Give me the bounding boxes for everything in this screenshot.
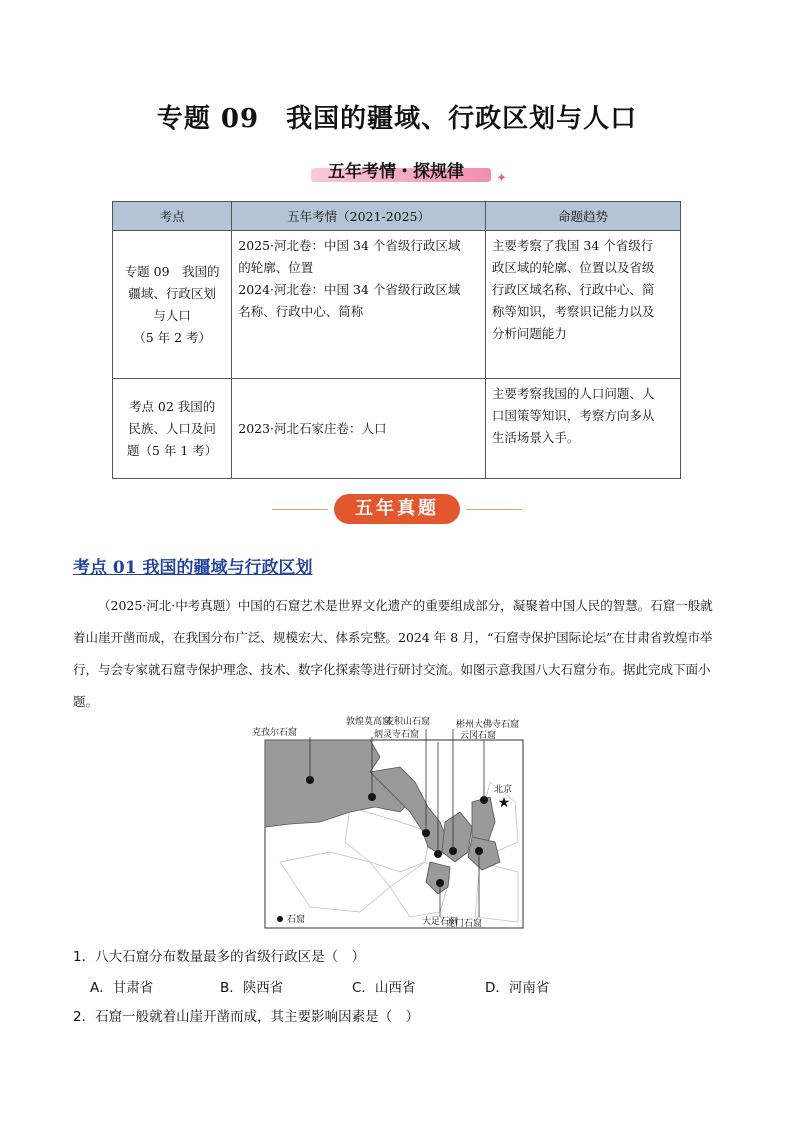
cell-line: 考点 02 我国的 <box>128 398 216 414</box>
table-cell-trend <box>485 231 680 379</box>
table-cell-exams <box>232 379 486 479</box>
legend-label: 石窟 <box>287 915 306 925</box>
cell-line: 口国策等知识，考察方向多从 <box>491 408 655 423</box>
cell-line: 名称、行政中心、简称 <box>238 304 364 319</box>
cell-line: 生活场景入手。 <box>491 430 580 445</box>
table-cell-topic <box>113 231 232 379</box>
section-heading: 考点 01 我国的疆域与行政区划 <box>73 558 313 578</box>
cell-line: 的轮廓、位置 <box>238 260 314 275</box>
label-maijishan: 麦积山石窟 <box>385 717 431 727</box>
grotto-map <box>250 712 526 932</box>
table-header: 考点 <box>113 202 232 231</box>
banner-label: 五年考情・探规律 <box>328 162 464 182</box>
legend-dot <box>277 916 283 922</box>
question-2-stem: 2．石窟一般就着山崖开凿而成，其主要影响因素是（ ） <box>73 1009 420 1025</box>
cell-line: 主要考察我国的人口问题、人 <box>491 386 655 401</box>
label-kezier: 克孜尔石窟 <box>252 728 298 738</box>
cell-line: 民族、人口及问 <box>128 420 216 436</box>
cell-line: 主要考察了我国 34 个省级行 <box>491 238 654 253</box>
page-title: 专题 09 我国的疆域、行政区划与人口 <box>156 104 638 134</box>
cell-line: 分析问题能力 <box>491 326 567 341</box>
section-banner-trends <box>297 153 507 189</box>
cell-line: 2024·河北卷：中国 34 个省级行政区域 <box>238 282 461 297</box>
option-c[interactable]: C．山西省 <box>352 980 416 996</box>
cell-line: 题（5 年 1 考） <box>126 442 218 458</box>
table-cell-trend <box>485 379 680 479</box>
label-yungang: 云冈石窟 <box>460 731 497 741</box>
table-header: 五年考情（2021-2025） <box>232 202 486 231</box>
cell-line: （5 年 2 考） <box>133 329 212 345</box>
cell-line: 与人口 <box>153 307 191 323</box>
question-passage: （2025·河北·中考真题）中国的石窟艺术是世界文化遗产的重要组成部分，凝聚着中国人民的智慧。石窟一般就着山崖开凿而成，在我国分布广泛、规模宏大、体系完整。2024 年 8 月，“石窟寺保护国际论坛”在甘肃省敦煌市举行，与会专家就石窟寺保护理念、技术、数字化探索等进行研讨交流。如图示意我国八大石窟分布。据此完成下面小题。 <box>73 598 713 709</box>
section-banner-exams <box>272 492 522 528</box>
label-binglingsi: 炳灵寺石窟 <box>374 730 420 740</box>
question-1-stem: 1．八大石窟分布数量最多的省级行政区是（ ） <box>73 949 366 965</box>
cell-line: 2023·河北石家庄卷：人口 <box>238 420 387 436</box>
cell-line: 疆域、行政区划 <box>128 285 216 301</box>
table-header: 命题趋势 <box>485 202 680 231</box>
cell-line: 专题 09 我国的 <box>124 263 220 279</box>
label-binzhou: 彬州大佛寺石窟 <box>456 720 520 730</box>
exam-trend-table <box>112 201 681 479</box>
cell-line: 2025·河北卷：中国 34 个省级行政区域 <box>238 238 461 253</box>
label-dunhuang: 敦煌莫高窟 <box>346 717 392 727</box>
sparkle-icon: ✦ <box>496 171 507 186</box>
table-row <box>113 379 681 479</box>
option-b[interactable]: B．陕西省 <box>220 980 284 996</box>
table-cell-topic <box>113 379 232 479</box>
label-dazu: 大足石刻 <box>422 917 459 927</box>
cell-line: 行政区域名称、行政中心、简 <box>491 282 655 297</box>
label-beijing: 北京 <box>494 785 513 795</box>
divider <box>272 509 328 510</box>
label-longmen: 龙门石窟 <box>446 919 483 929</box>
table-row <box>113 231 681 379</box>
divider <box>466 509 522 510</box>
cell-line: 政区域的轮廓、位置以及省级 <box>491 260 655 275</box>
banner-label: 五年真题 <box>334 494 460 524</box>
star-icon: ★ <box>497 795 511 811</box>
option-d[interactable]: D．河南省 <box>485 980 550 996</box>
option-a[interactable]: A．甘肃省 <box>90 980 154 996</box>
cell-line: 称等知识，考察识记能力以及 <box>491 304 655 319</box>
table-cell-exams <box>232 231 486 379</box>
